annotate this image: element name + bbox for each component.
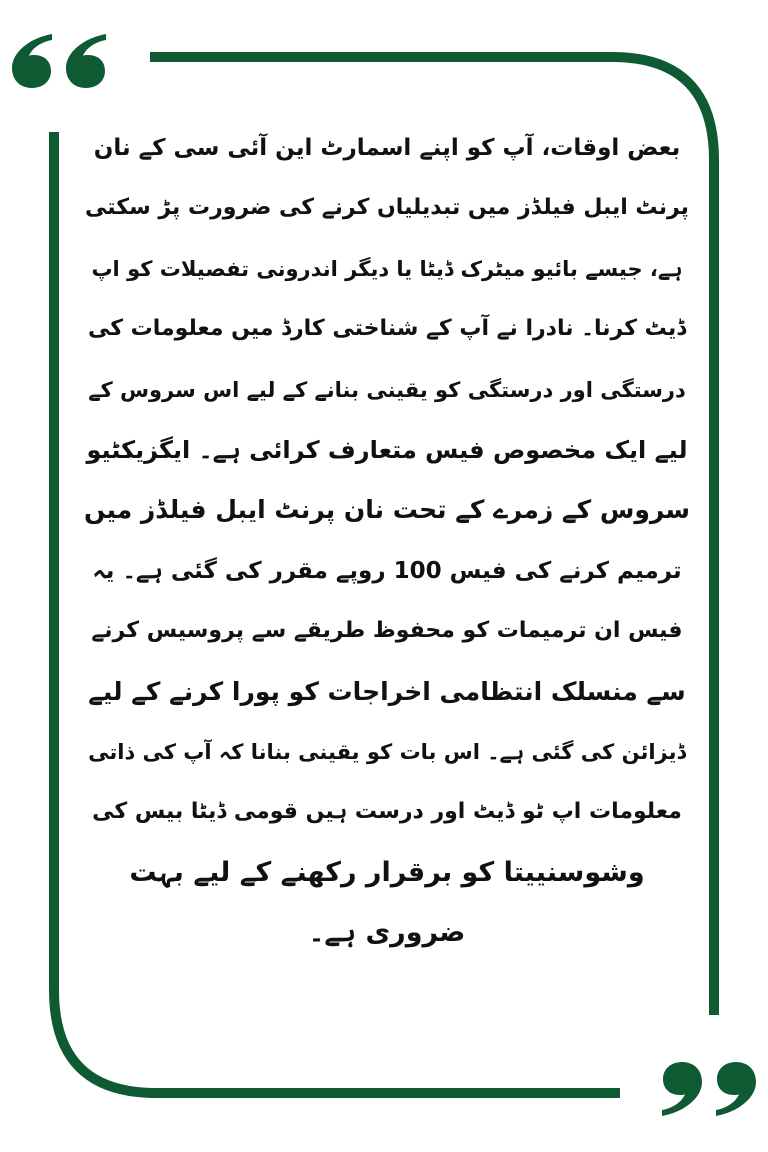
opening-quote-icon xyxy=(8,26,108,88)
closing-quote-icon xyxy=(660,1062,760,1124)
body-paragraph xyxy=(84,118,690,963)
paragraph-line: معلومات اپ ٹو ڈیٹ اور درست ہیں قومی ڈیٹا بیس کی xyxy=(92,799,682,825)
paragraph-line: لیے ایک مخصوص فیس متعارف کرائی ہے۔ ایگزیکٹیو xyxy=(86,435,688,464)
paragraph-line: وشوسنییتا کو برقرار رکھنے کے لیے بہت xyxy=(129,856,645,888)
paragraph-line: سے منسلک انتظامی اخراجات کو پورا کرنے کے لیے xyxy=(88,676,686,706)
paragraph-line: درستگی اور درستگی کو یقینی بنانے کے لیے اس سروس کے xyxy=(88,377,686,402)
paragraph-line: ڈیٹ کرنا۔ نادرا نے آپ کے شناختی کارڈ میں معلومات کی xyxy=(87,316,687,342)
paragraph-line: ڈیزائن کی گئی ہے۔ اس بات کو یقینی بنانا کہ آپ کی ذاتی xyxy=(88,739,686,764)
paragraph-line: ہے، جیسے بائیو میٹرک ڈیٹا یا دیگر اندرونی تفصیلات کو اپ xyxy=(91,256,683,281)
paragraph-line: فیس ان ترمیمات کو محفوظ طریقے سے پروسیس کرنے xyxy=(91,618,683,644)
paragraph-line: پرنٹ ایبل فیلڈز میں تبدیلیاں کرنے کی ضرورت پڑ سکتی xyxy=(85,195,689,221)
paragraph-line: ضروری ہے۔ xyxy=(308,917,466,949)
paragraph-line: ترمیم کرنے کی فیس 100 روپے مقرر کی گئی ہے۔ یہ xyxy=(92,557,682,584)
paragraph-line: سروس کے زمرے کے تحت نان پرنٹ ایبل فیلڈز میں xyxy=(84,495,690,525)
paragraph-line: بعض اوقات، آپ کو اپنے اسمارٹ این آئی سی کے نان xyxy=(93,135,681,161)
